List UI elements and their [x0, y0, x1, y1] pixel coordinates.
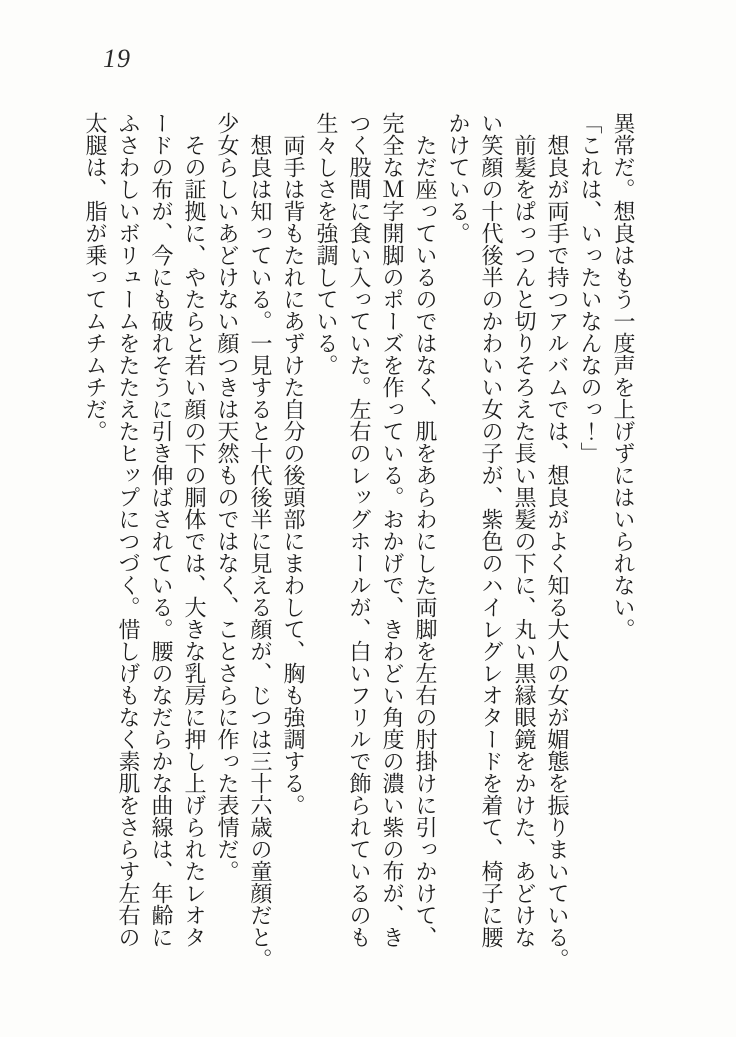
text-column: 少女らしいあどけない顔つきは天然ものではなく、ことさらに作った表情だ。	[215, 112, 240, 882]
text-column: 「これは、いったいなんなのっ！」	[578, 112, 603, 464]
page-number: 19	[103, 44, 131, 73]
text-column: 完全なＭ字開脚のポーズを作っている。おかげで、きわどい角度の濃い紫の布が、き	[380, 112, 405, 948]
text-column: ふさわしいボリュームをたたえたヒップにつづく。惜しげもなく素肌をさらす左右の	[116, 112, 141, 948]
text-column: 太腿は、脂が乗ってムチムチだ。	[83, 112, 108, 442]
text-column: その証拠に、やたらと若い顔の下の胴体では、大きな乳房に押し上げられたレオタ	[182, 134, 207, 948]
text-column: 生々しさを強調している。	[314, 112, 339, 376]
text-column: ードの布が、今にも破れそうに引き伸ばされている。腰のなだらかな曲線は、年齢に	[149, 112, 174, 948]
text-column: ただ座っているのではなく、肌をあらわにした両脚を左右の肘掛けに引っかけて、	[413, 134, 438, 948]
text-column: 想良は知っている。一見すると十代後半に見える顔が、じつは三十六歳の童顔だと。	[248, 134, 273, 970]
text-column: つく股間に食い入っていた。左右のレッグホールが、白いフリルで飾られているのも	[347, 112, 372, 948]
text-column: 前髪をぱっつんと切りそろえた長い黒髪の下に、丸い黒縁眼鏡をかけた、あどけな	[512, 134, 537, 948]
text-column: 想良が両手で持つアルバムでは、想良がよく知る大人の女が媚態を振りまいている。	[545, 134, 570, 970]
body-text	[79, 112, 640, 1012]
text-column: 異常だ。想良はもう一度声を上げずにはいられない。	[611, 112, 636, 640]
text-column: 両手は背もたれにあずけた自分の後頭部にまわして、胸も強調する。	[281, 134, 306, 816]
text-column: い笑顔の十代後半のかわいい女の子が、紫色のハイレグレオタードを着て、椅子に腰	[479, 112, 504, 948]
text-column: かけている。	[446, 112, 471, 244]
